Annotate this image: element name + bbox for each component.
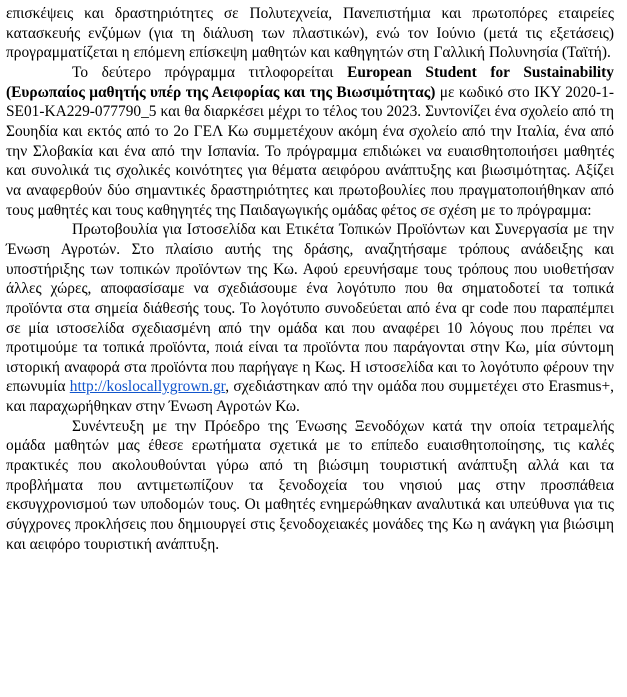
paragraph-text-after-link: , σχεδιάστηκαν από την ομάδα που συμμετέχει στο Erasmus+, και παραχωρήθηκαν στην Ένωση Αγροτών Κω. xyxy=(6,378,614,416)
paragraph-text-before-title: Το δεύτερο πρόγραμμα τιτλοφορείται xyxy=(72,63,348,81)
website-link[interactable]: http://koslocallygrown.gr xyxy=(69,378,226,396)
document-page xyxy=(6,4,614,554)
paragraph-text-after-title: με κωδικό στο ΙΚΥ 2020-1-SE01-KA229-077790_5 και θα διαρκέσει μέχρι το τέλος του 2023. Συντονίζει ένα σχολείο από τη Σουηδία και εκτός από το 2ο ΓΕΛ Κω συμμετέχουν ακόμη ένα σχολείο από την Ιταλία, ένα από την Σλοβακία και ένα από την Ισπανία. Το πρόγραμμα επιδιώκει να ευαισθητοποιήσει μαθητές και συνολικά τις σχολικές κοινότητες για θέματα αειφόρου ανάπτυξης και βιωσιμότητας. Αξίζει να αναφερθούν δύο σημαντικές δραστηριότητες και πρωτοβουλίες που πραγματοποιήθηκαν από τους μαθητές και τους καθηγητές της Παιδαγωγικής ομάδας φέτος σε σχέση με το πρόγραμμα: xyxy=(6,83,614,219)
paragraph-interview xyxy=(6,417,614,555)
paragraph-trip-continuation xyxy=(6,4,614,63)
paragraph-second-program xyxy=(6,63,614,220)
program-title: European Student for Sustainability (Ευρωπαίος μαθητής υπέρ της Αειφορίας και της Βιωσιμότητας) xyxy=(6,63,615,101)
paragraph-text: επισκέψεις και δραστηριότητες σε Πολυτεχνεία, Πανεπιστήμια και πρωτοπόρες εταιρείες κατασκευής ενζύμων (για τη διάλυση των πλαστικών), ενώ τον Ιούνιο (μετά τις εξετάσεις) προγραμματίζεται η επόμενη επίσκεψη μαθητών και καθηγητών στη Γαλλική Πολυνησία (Ταϊτή). xyxy=(6,5,614,62)
paragraph-website-initiative xyxy=(6,220,614,417)
paragraph-text-before-link: Πρωτοβουλία για Ιστοσελίδα και Ετικέτα Τοπικών Προϊόντων και Συνεργασία με την Ένωση Αγροτών. Στο πλαίσιο αυτής της δράσης, αναζητήσαμε τρόπους ανάδειξης και υποστήριξης των τοπικών προϊόντων της Κω. Αφού ερευνήσαμε τους τρόπους που υιοθετήσαν άλλες χώρες, αποφασίσαμε να σχεδιάσουμε ένα λογότυπο που θα σηματοδοτεί τα τοπικά προϊόντα στα σημεία διάθεσής τους. Το λογότυπο συνοδεύεται από ένα qr code που παραπέμπει σε μία ιστοσελίδα σχεδιασμένη από την ομάδα και που αναφέρει 10 λόγους που πρέπει να προτιμούμε τα τοπικά προϊόντα, ποιά είναι τα προϊόντα που παράγονται στην Κω, μία σύντομη ιστορική αναφορά στα προϊόντα που παρήγαγε η Κως. Η ιστοσελίδα και το λογότυπο φέρουν την επωνυμία xyxy=(6,221,614,396)
paragraph-text: Συνέντευξη με την Πρόεδρο της Ένωσης Ξενοδόχων κατά την οποία τετραμελής ομάδα μαθητών μας έθεσε ερωτήματα σχετικά με το επίπεδο ευαισθητοποίησης, τις καλές πρακτικές που ακολουθούνται γύρω από τη βιώσιμη τουριστική ανάπτυξη αλλά και τα προβλήματα που αντιμετωπίζουν τα ξενοδοχεία του νησιού μας στην προσπάθεια εκσυγχρονισμού των υποδομών τους. Οι μαθητές ενημερώθηκαν αναλυτικά και υπεύθυνα για τις σύγχρονες προκλήσεις που δημιουργεί στις ξενοδοχειακές μονάδες της Κω η ανάγκη για βιώσιμη και αειφόρο τουριστική ανάπτυξη. xyxy=(6,417,614,553)
